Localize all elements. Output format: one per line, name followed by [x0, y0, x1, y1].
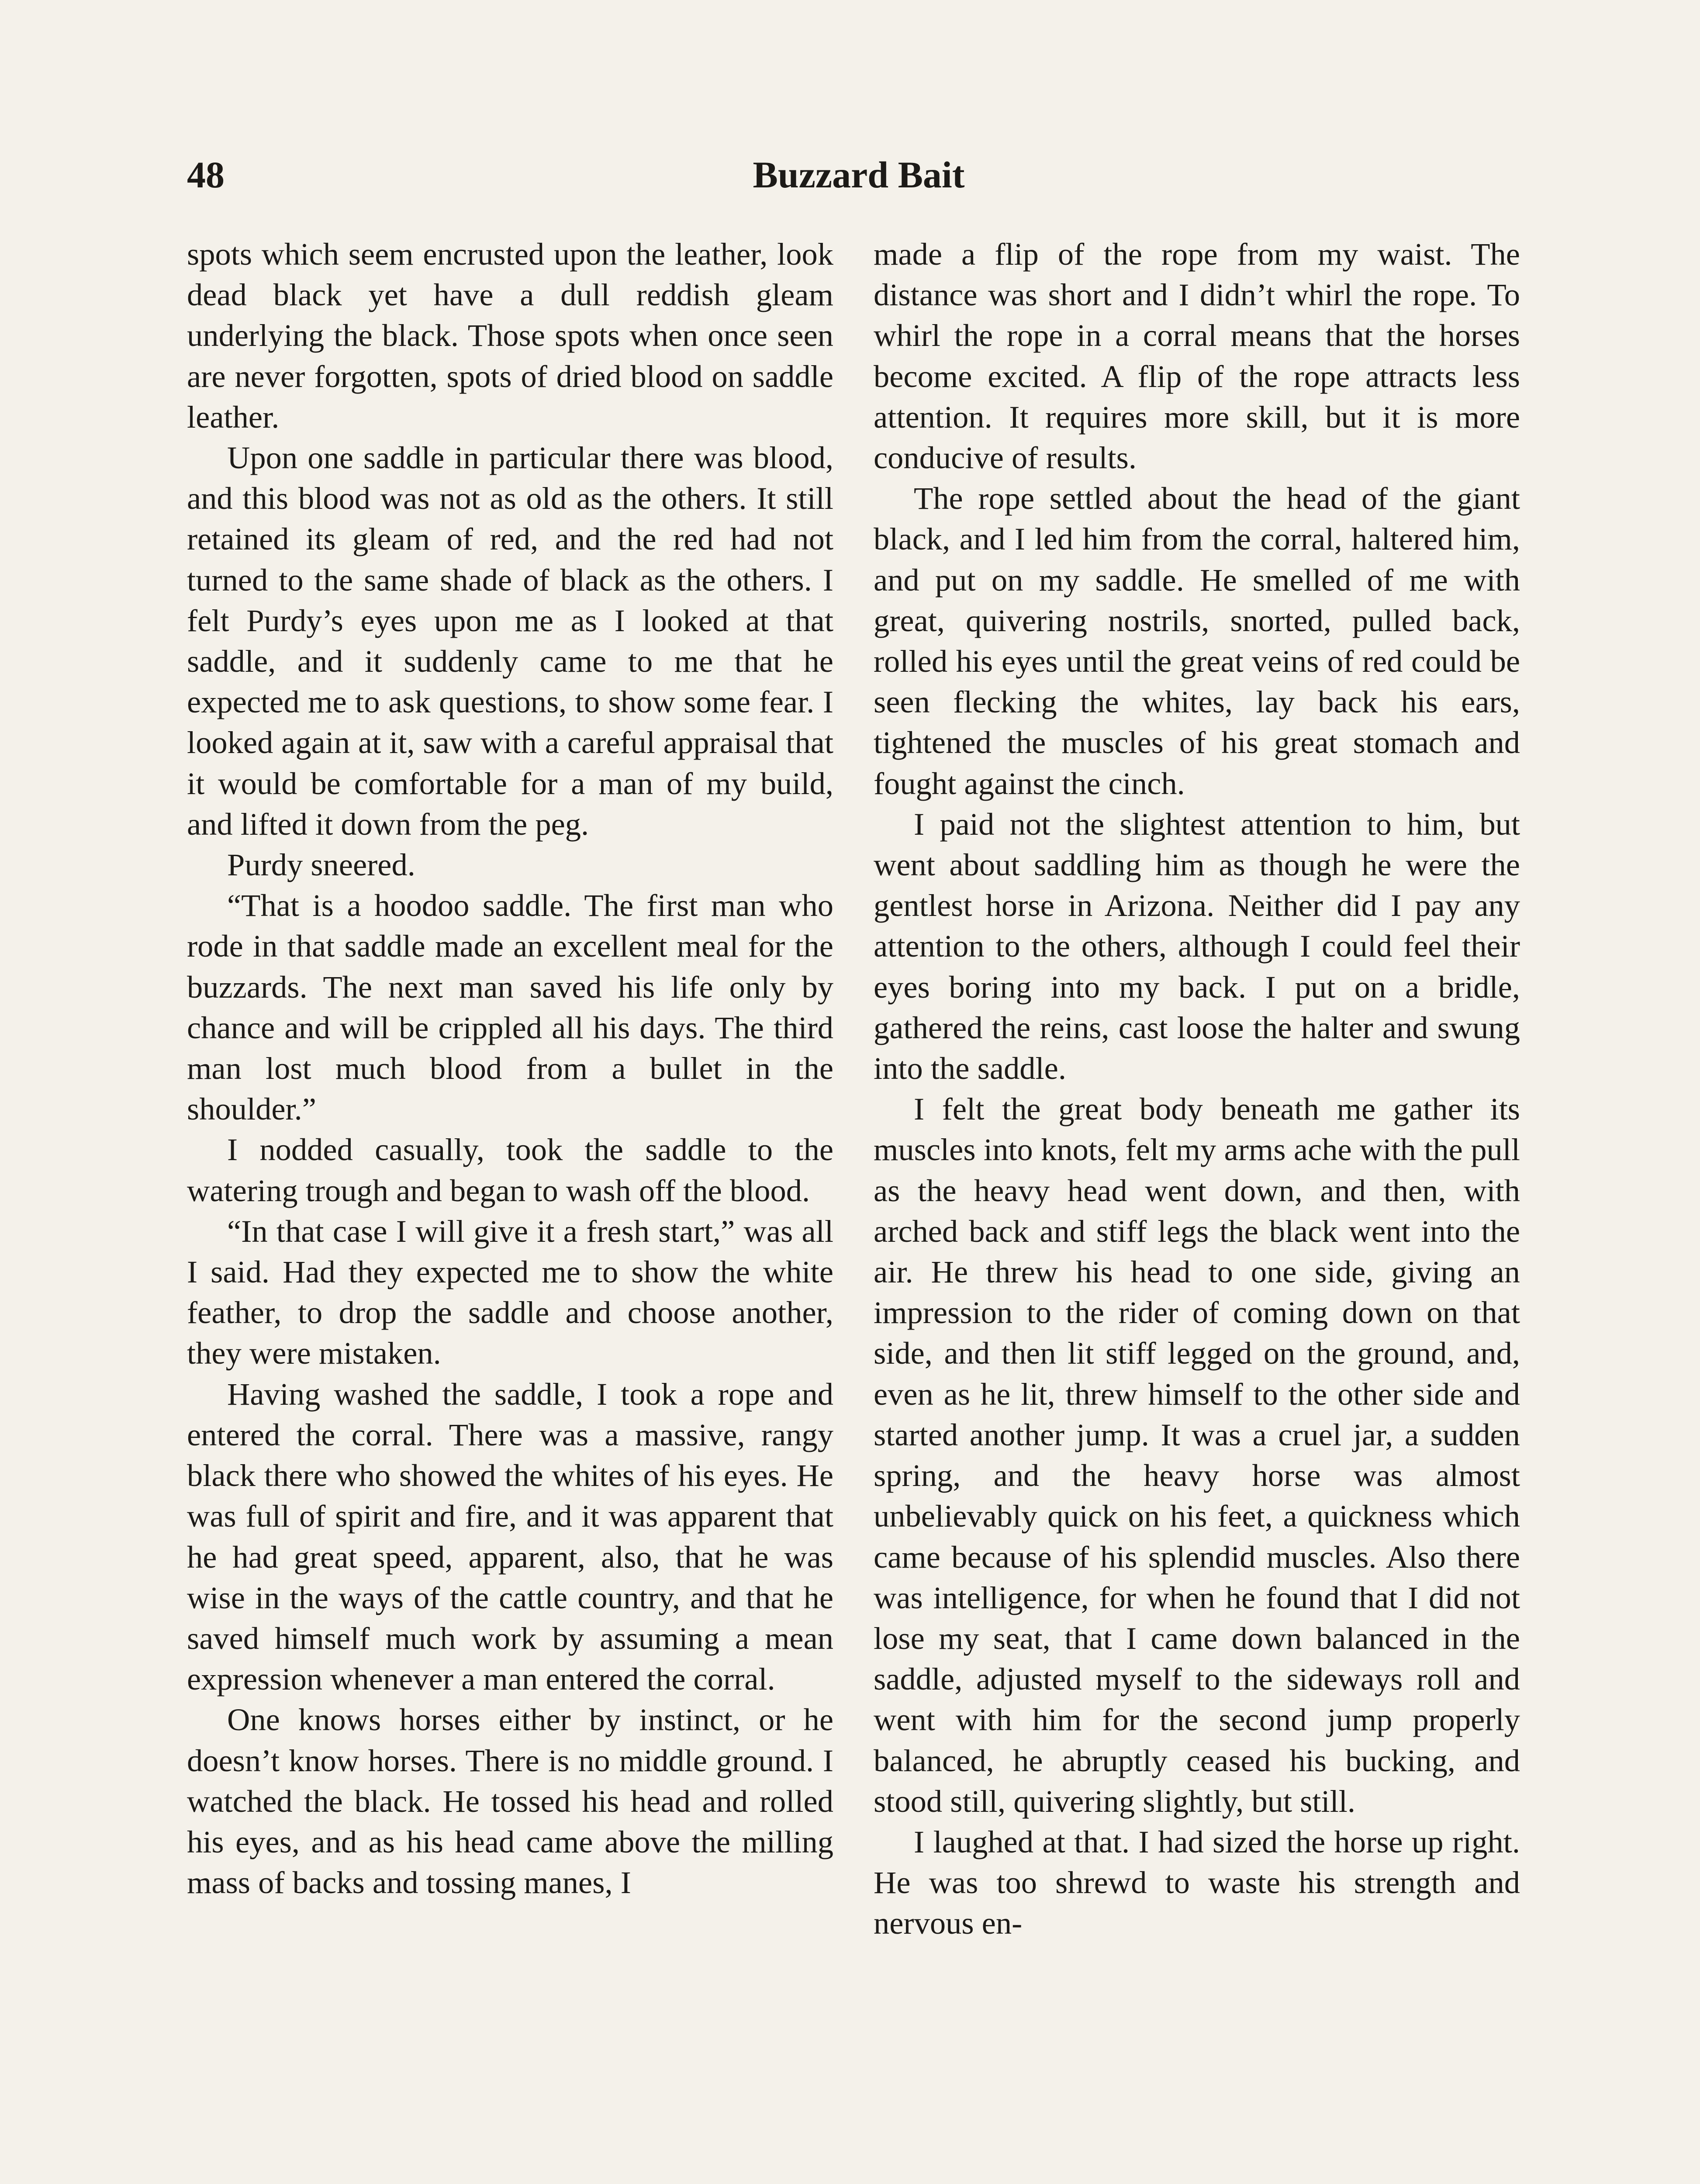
paragraph: I nodded casually, took the saddle to the watering trough and began to wash off the blood. [187, 1132, 833, 1208]
paragraph: I paid not the slightest attention to him, but went about saddling him as though he were the gentlest horse in Arizona. Neither did I pay any attention to the others, although I could feel their eyes boring into my back. I put on a bridle, gathered the reins, cast loose the halter and swung into the saddle. [874, 806, 1520, 1086]
paragraph: Purdy sneered. [227, 847, 415, 883]
paragraph: The rope settled about the head of the giant black, and I led him from the corral, haltered him, and put on my saddle. He smelled of me with great, quivering nostrils, snorted, pulled back, rolled his eyes until the great veins of red could be seen flecking the whites, lay back his ears, tightened the muscles of his great stomach and fought against the cinch. [874, 480, 1520, 801]
paragraph: I felt the great body beneath me gather its muscles into knots, felt my arms ache with the pull as the heavy head went down, and then, with arched back and stiff legs the black went into the air. He threw his head to one side, giving an impression to the rider of coming down on that side, and then lit stiff legged on the ground, and, even as he lit, threw himself to the other side and started another jump. It was a cruel jar, a sudden spring, and the heavy horse was almost unbelievably quick on his feet, a quickness which came because of his splendid muscles. Also there was intelligence, for when he found that I did not lose my seat, that I came down balanced in the saddle, adjusted myself to the sideways roll and went with him for the second jump properly balanced, he abruptly ceased his bucking, and stood still, quivering slightly, but still. [874, 1091, 1520, 1819]
paragraph: Having washed the saddle, I took a rope and entered the corral. There was a massive, rangy black there who showed the whites of his eyes. He was full of spirit and fire, and it was apparent that he had great speed, apparent, also, that he was wise in the ways of the cattle country, and that he saved himself much work by assuming a mean expression whenever a man entered the corral. [187, 1376, 833, 1697]
paragraph: made a flip of the rope from my waist. The distance was short and I didn’t whirl the rope. To whirl the rope in a corral means that the horses become excited. A flip of the rope attracts less attention. It requires more skill, but it is more conducive of results. [874, 236, 1520, 476]
paragraph: “In that case I will give it a fresh start,” was all I said. Had they expected me to show the white feather, to drop the saddle and choose another, they were mistaken. [187, 1213, 833, 1371]
running-title: Buzzard Bait [753, 154, 965, 196]
paragraph: “That is a hoodoo saddle. The first man who rode in that saddle made an excellent meal for the buzzards. The next man saved his life only by chance and will be crippled all his days. The third man lost much blood from a bullet in the shoulder.” [187, 888, 833, 1127]
paragraph: I laughed at that. I had sized the horse up right. He was too shrewd to waste his strength and nervous en- [874, 1824, 1520, 1941]
paragraph: Upon one saddle in particular there was blood, and this blood was not as old as the others. It still retained its gleam of red, and the red had not turned to the same shade of black as the others. I felt Purdy’s eyes upon me as I looked at that saddle, and it suddenly came to me that he expected me to ask questions, to show some fear. I looked again at it, saw with a careful appraisal that it would be comfortable for a man of my build, and lifted it down from the peg. [187, 440, 833, 842]
paragraph: One knows horses either by instinct, or he doesn’t know horses. There is no middle ground. I watched the black. He tossed his head and rolled his eyes, and as his head came above the milling mass of backs and tossing manes, I [187, 1702, 833, 1901]
page-header [0, 146, 1700, 203]
page-number: 48 [187, 154, 225, 196]
paragraph: spots which seem encrusted upon the leather, look dead black yet have a dull reddish gleam underlying the black. Those spots when once seen are never forgotten, spots of dried blood on saddle leather. [187, 236, 833, 435]
left-column [187, 234, 833, 1903]
right-column [874, 234, 1520, 1944]
